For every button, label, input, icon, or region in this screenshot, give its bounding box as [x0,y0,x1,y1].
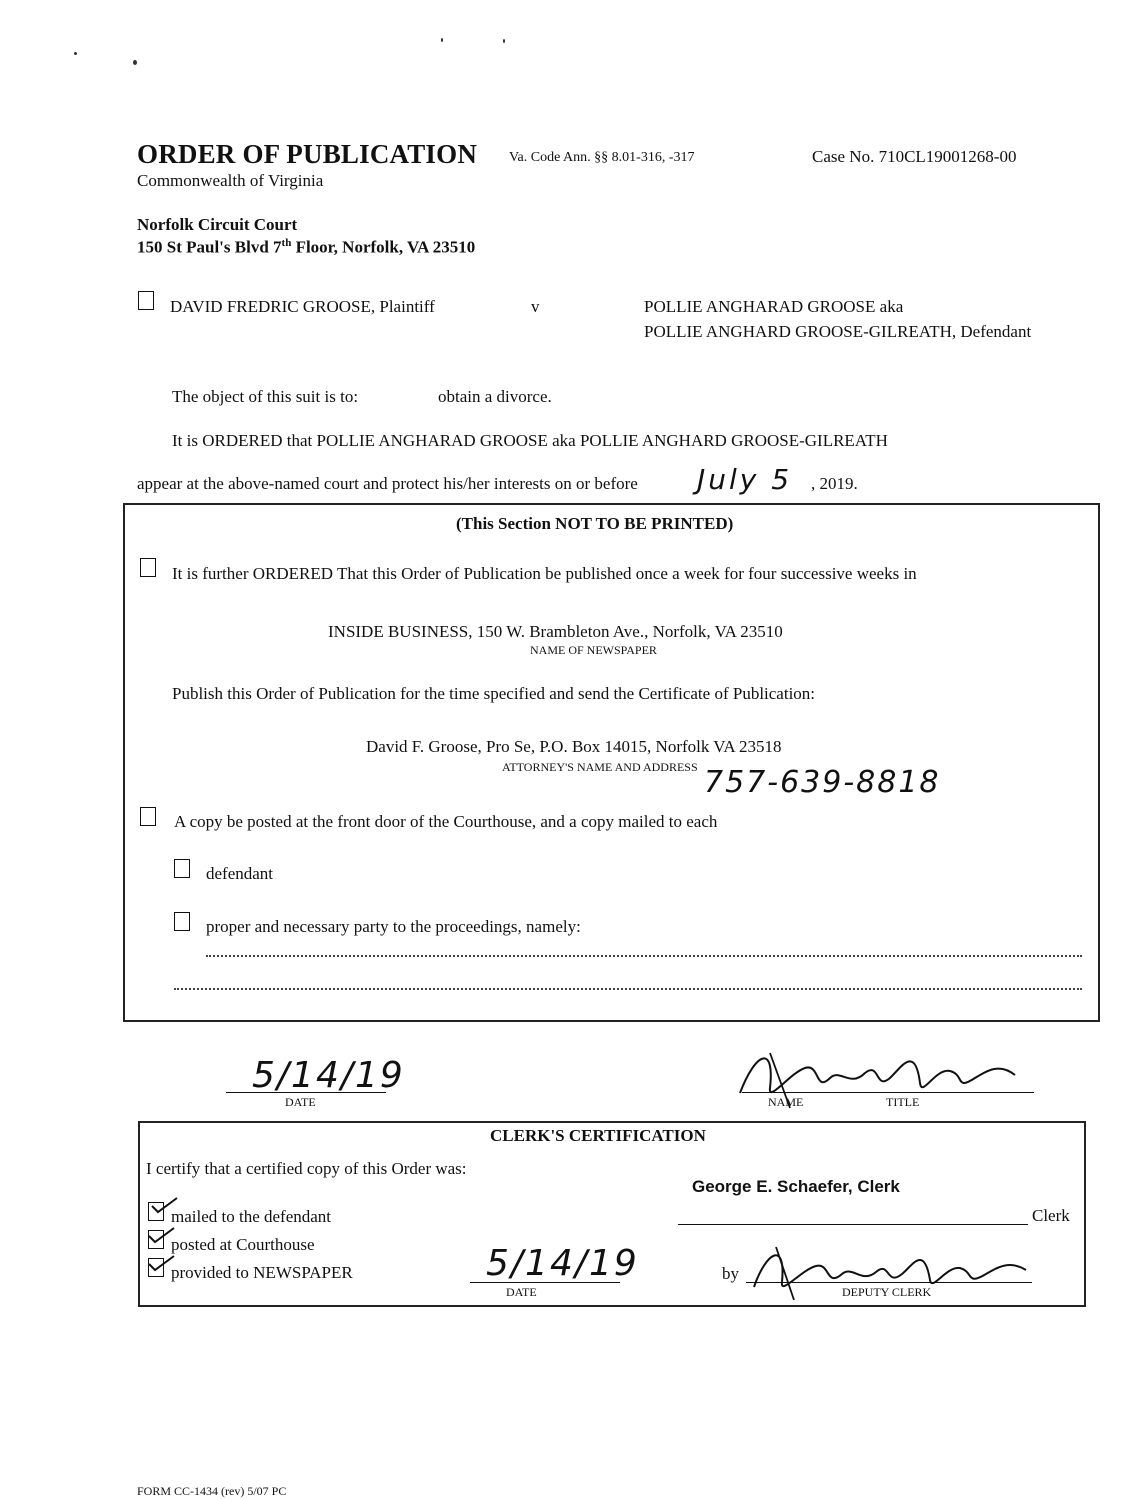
newspaper-caption: NAME OF NEWSPAPER [530,643,657,657]
signature-underline [742,1092,1034,1093]
party-names-line-1 [206,955,1082,957]
handwritten-cert-date: 5/14/19 [486,1243,639,1284]
necessary-party-checkbox[interactable] [174,912,190,931]
deputy-underline [746,1282,1032,1283]
defendant-name-line1: POLLIE ANGHARAD GROOSE aka [644,297,904,316]
court-address-sup: th [281,237,292,249]
posted-label: posted at Courthouse [171,1235,315,1254]
handwritten-phone-number: 757-639-8818 [704,765,941,800]
publish-checkbox[interactable] [140,558,156,577]
provided-label: provided to NEWSPAPER [171,1263,353,1282]
defendant-checkbox[interactable] [174,859,190,878]
post-courthouse-checkbox[interactable] [140,807,156,826]
form-code: FORM CC-1434 (rev) 5/07 PC [137,1484,287,1498]
cert-date-underline [470,1282,620,1283]
clerk-cert-heading: CLERK'S CERTIFICATION [490,1126,706,1145]
further-ordered-text: It is further ORDERED That this Order of Publication be published once a week for four successive weeks in [172,564,917,583]
plaintiff-name: DAVID FREDRIC GROOSE, Plaintiff [170,297,435,316]
attorney-caption: ATTORNEY'S NAME AND ADDRESS [502,760,698,774]
date-caption: DATE [285,1095,316,1109]
scan-speck [74,52,77,55]
versus-label: v [531,297,540,316]
not-printed-heading: (This Section NOT TO BE PRINTED) [456,514,734,533]
scan-speck [441,38,443,42]
deputy-clerk-caption: DEPUTY CLERK [842,1285,932,1299]
defendant-option-label: defendant [206,864,274,883]
publish-instruction: Publish this Order of Publication for the time specified and send the Certificate of Publication: [172,684,816,703]
defendant-name-line2: POLLIE ANGHARD GROOSE-GILREATH, Defendant [644,322,1032,341]
attorney-address: David F. Groose, Pro Se, P.O. Box 14015, Norfolk VA 23518 [366,737,782,756]
scan-speck [503,39,505,43]
name-caption: NAME [768,1095,804,1109]
by-label: by [722,1264,739,1283]
party-names-line-2 [174,988,1082,990]
scan-speck [133,60,137,65]
ordered-statement: It is ORDERED that POLLIE ANGHARAD GROOSE aka POLLIE ANGHARD GROOSE-GILREATH [172,431,888,450]
suit-object-value: obtain a divorce. [438,387,552,406]
necessary-party-label: proper and necessary party to the proceedings, namely: [206,917,581,936]
statute-reference: Va. Code Ann. §§ 8.01-316, -317 [509,150,695,165]
title-caption: TITLE [886,1095,920,1109]
handwritten-order-date: 5/14/19 [252,1055,405,1096]
handwritten-deadline-date: July 5 [697,463,793,496]
court-address [137,237,475,258]
clerk-cert-intro: I certify that a certified copy of this Order was: [146,1159,467,1178]
court-address-part: Floor, Norfolk, VA 23510 [291,237,476,257]
appear-statement: appear at the above-named court and protect his/her interests on or before [137,474,638,493]
clerk-suffix: Clerk [1032,1206,1070,1225]
date-underline [226,1092,386,1093]
clerk-name: George E. Schaefer, Clerk [692,1177,900,1196]
court-name: Norfolk Circuit Court [137,215,298,234]
deadline-year: , 2019. [811,474,858,493]
plaintiff-checkbox[interactable] [138,291,154,310]
post-courthouse-text: A copy be posted at the front door of the Courthouse, and a copy mailed to each [174,812,718,831]
newspaper-name: INSIDE BUSINESS, 150 W. Brambleton Ave., Norfolk, VA 23510 [328,622,783,641]
case-number: Case No. 710CL19001268-00 [812,147,1017,166]
document-title: ORDER OF PUBLICATION [137,139,478,169]
mailed-label: mailed to the defendant [171,1207,332,1226]
court-address-part: 150 St Paul's Blvd 7 [137,237,282,257]
clerk-name-underline [678,1224,1028,1225]
cert-date-caption: DATE [506,1285,537,1299]
commonwealth-label: Commonwealth of Virginia [137,171,324,190]
suit-object-label: The object of this suit is to: [172,387,359,406]
